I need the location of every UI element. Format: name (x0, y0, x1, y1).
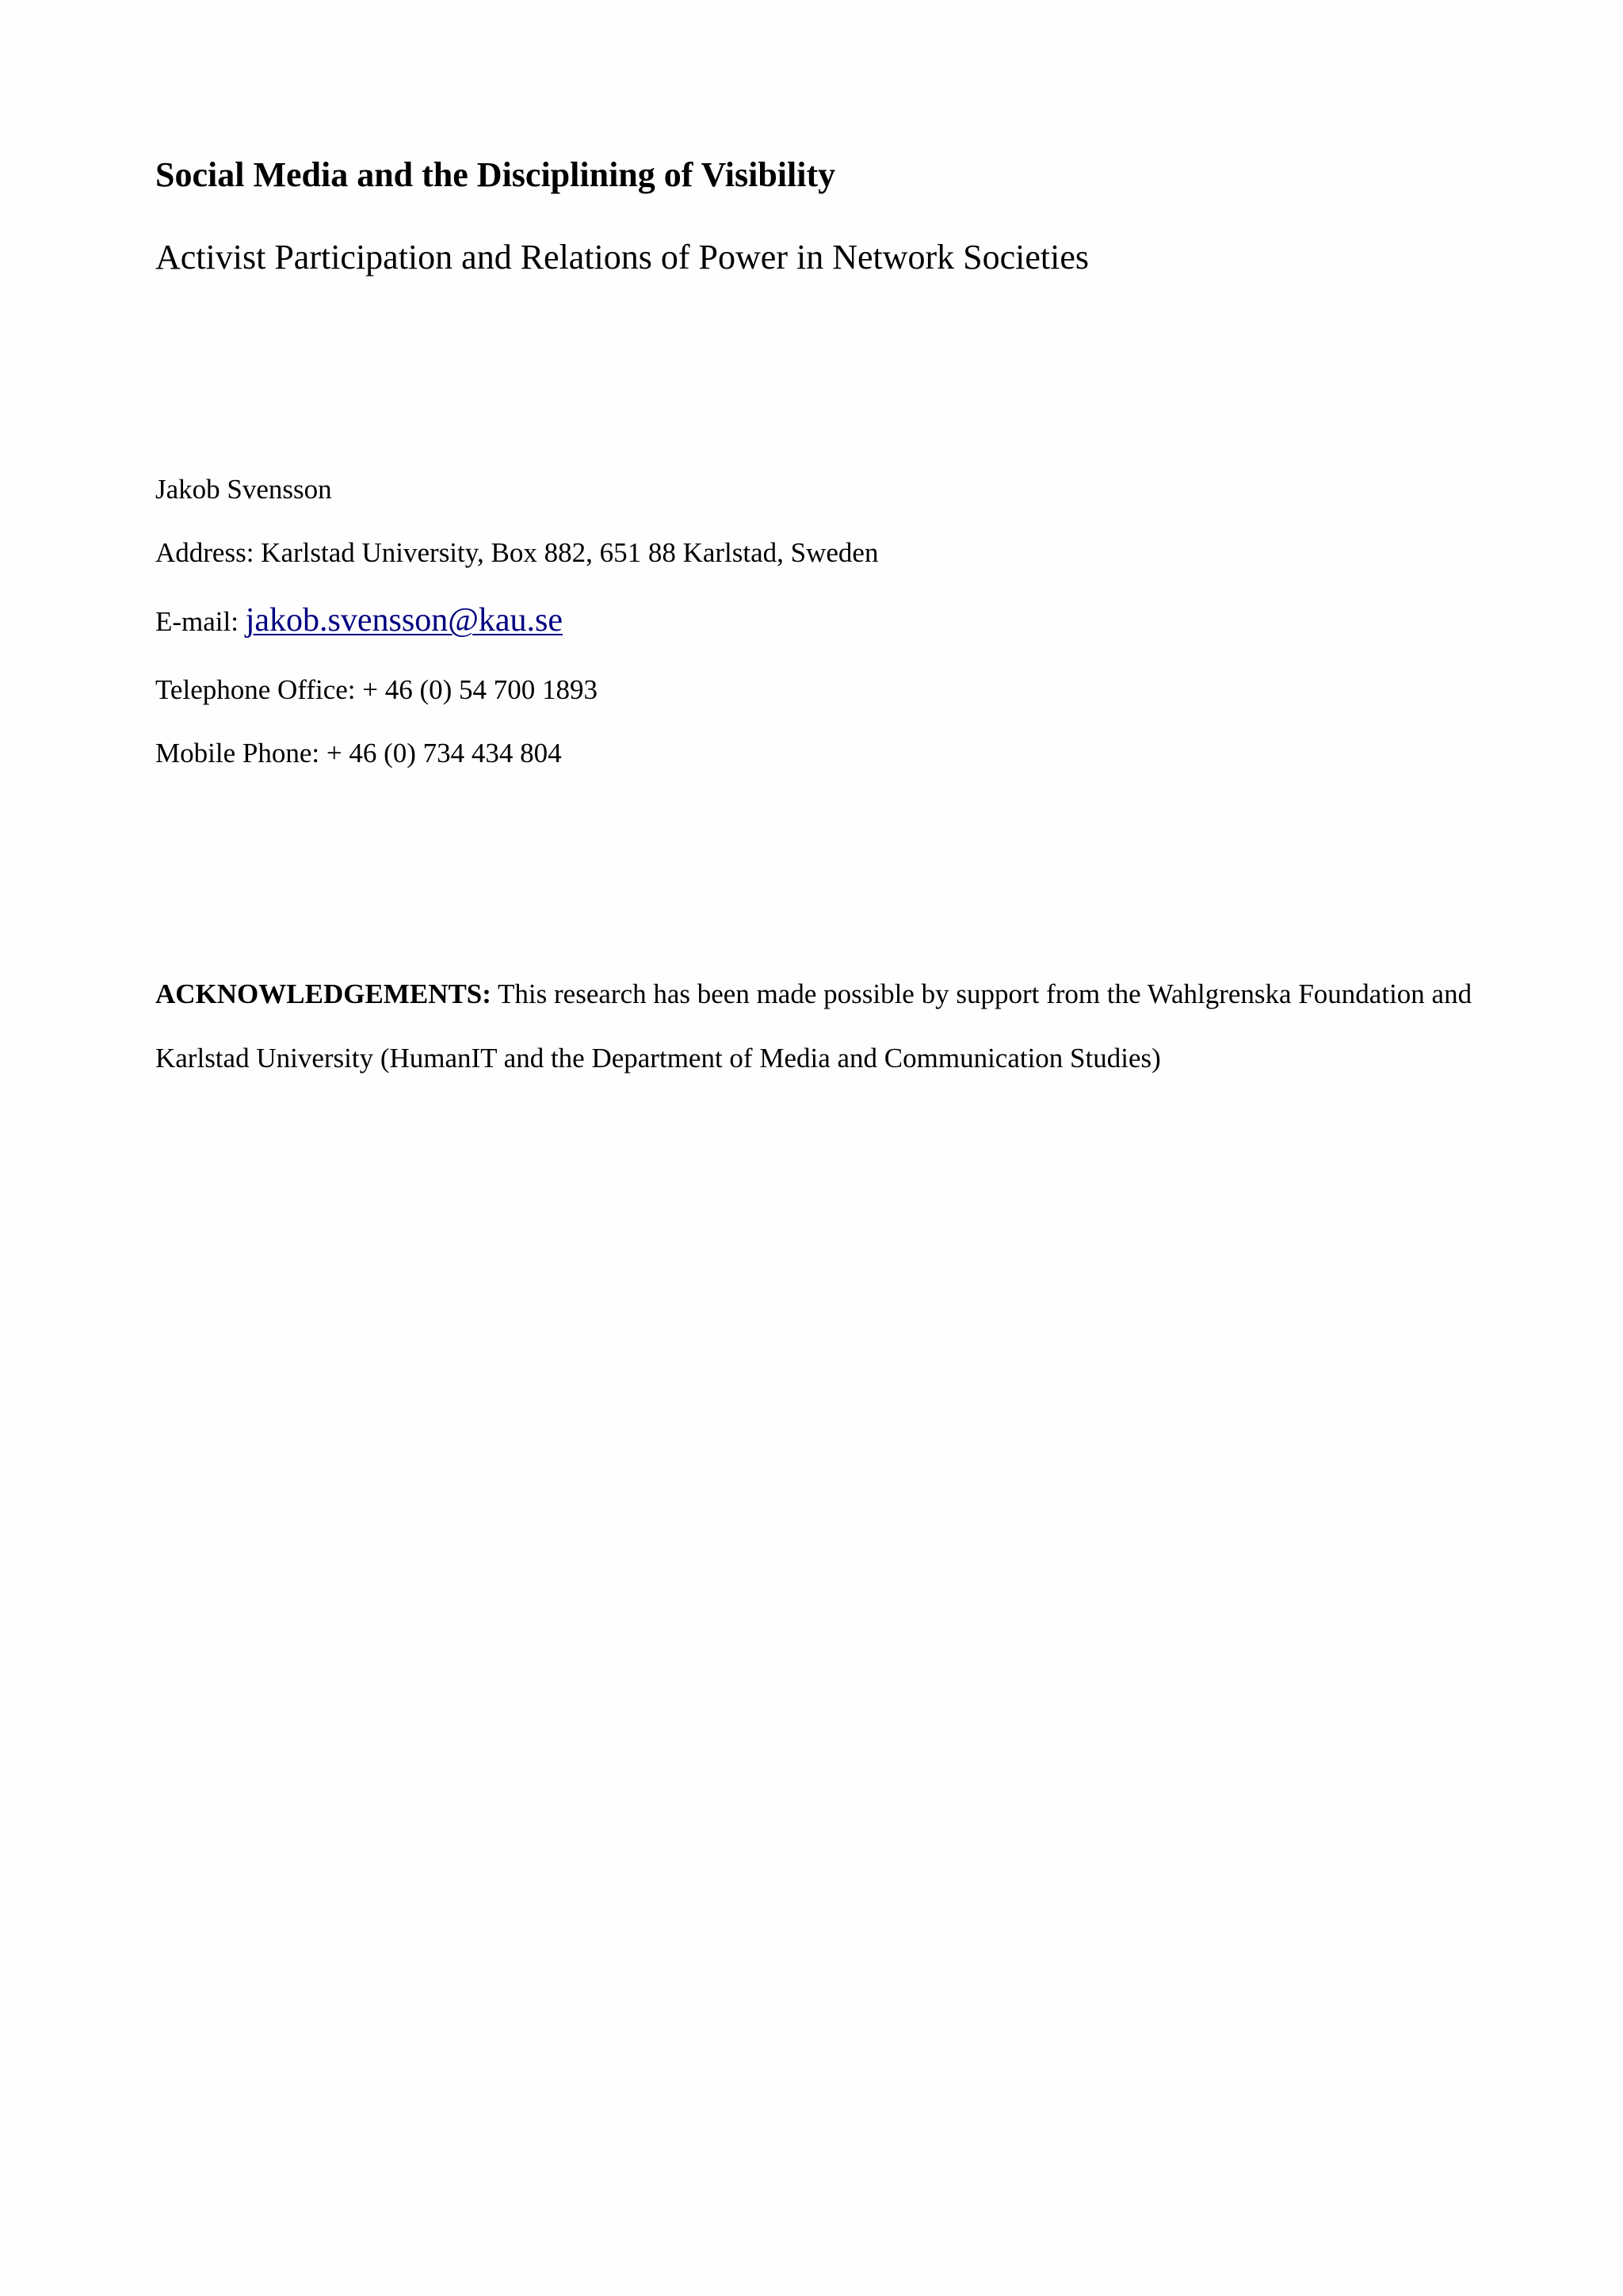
acknowledgements-paragraph (155, 962, 1479, 1090)
email-link[interactable]: jakob.svensson@kau.se (245, 602, 563, 639)
mobile-phone: Mobile Phone: + 46 (0) 734 434 804 (155, 738, 562, 769)
author-name: Jakob Svensson (155, 474, 332, 505)
email-label: E-mail: (155, 606, 246, 637)
acknowledgements-text: This research has been made possible by support from the Wahlgrenska Foundation and Karlstad University (HumanIT and the Department of Media and Communication Studies) (155, 978, 1472, 1074)
paper-title: Social Media and the Disciplining of Visibility (155, 155, 836, 194)
telephone-office: Telephone Office: + 46 (0) 54 700 1893 (155, 674, 598, 705)
paper-subtitle: Activist Participation and Relations of Power in Network Societies (155, 238, 1090, 277)
email-line (155, 604, 563, 637)
author-address: Address: Karlstad University, Box 882, 651 88 Karlstad, Sweden (155, 537, 879, 568)
acknowledgements-label: ACKNOWLEDGEMENTS: (155, 978, 491, 1009)
